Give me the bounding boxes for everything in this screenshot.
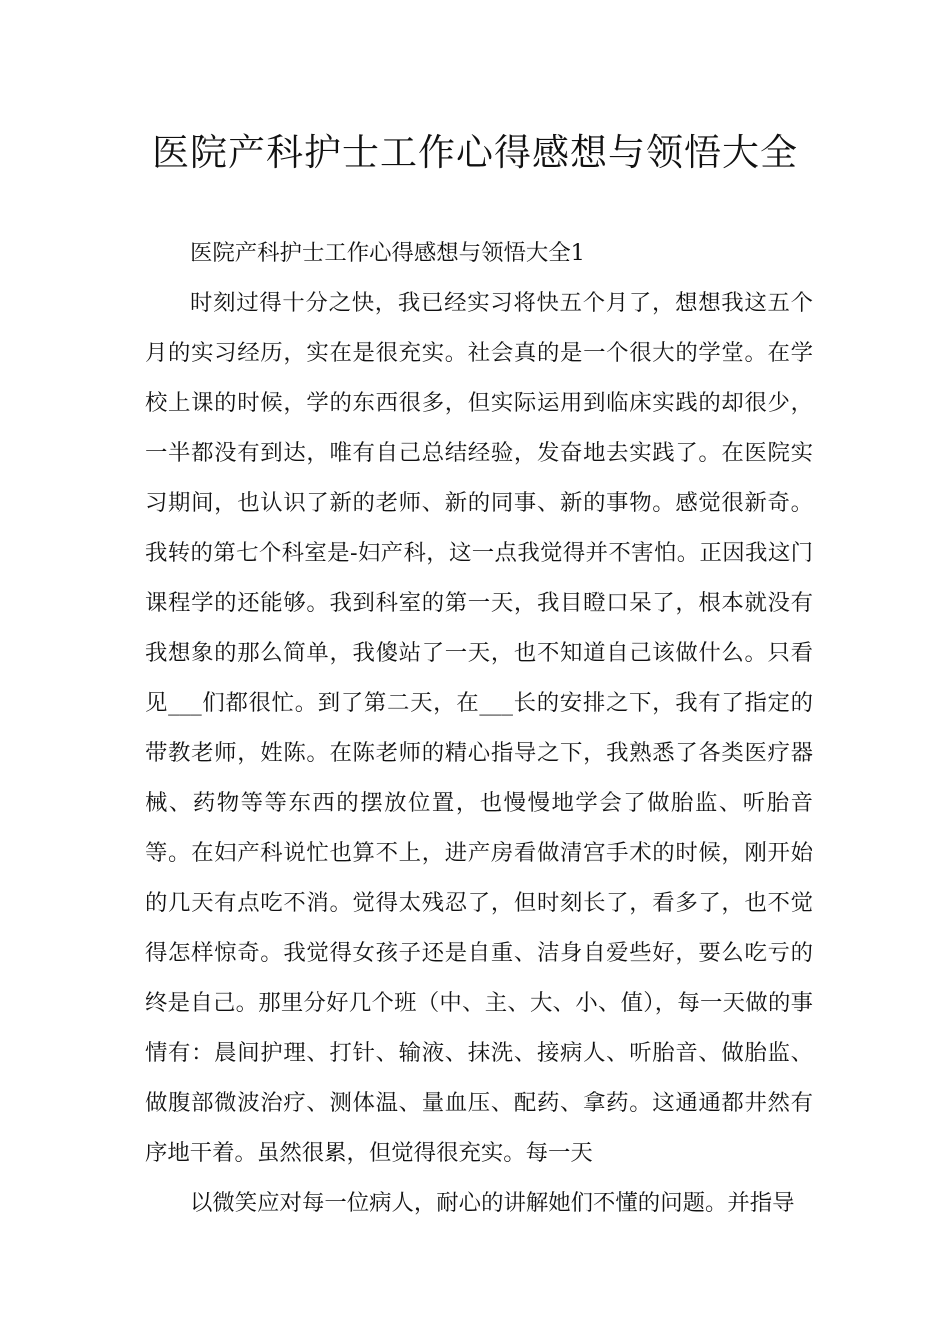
body-paragraph-2: 以微笑应对每一位病人，耐心的讲解她们不懂的问题。并指导	[190, 1190, 795, 1216]
body-paragraph-1: 时刻过得十分之快，我已经实习将快五个月了，想想我这五个月的实习经历，实在是很充实。社会真的是一个很大的学堂。在学校上课的时候，学的东西很多，但实际运用到临床实践的却很少，一半都没有到达，唯有自己总结经验，发奋地去实践了。在医院实习期间，也认识了新的老师、新的同事、新的事物。感觉很新奇。我转的第七个科室是-妇产科，这一点我觉得并不害怕。正因我这门课程学的还能够。我到科室的第一天，我目瞪口呆了，根本就没有我想象的那么简单，我傻站了一天，也不知道自己该做什么。只看见___们都很忙。到了第二天，在___长的安排之下，我有了指定的带教老师，姓陈。在陈老师的精心指导之下，我熟悉了各类医疗器械、药物等等东西的摆放位置，也慢慢地学会了做胎监、听胎音等。在妇产科说忙也算不上，进产房看做清宫手术的时候，刚开始的几天有点吃不消。觉得太残忍了，但时刻长了，看多了，也不觉得怎样惊奇。我觉得女孩子还是自重、洁身自爱些好，要么吃亏的终是自己。那里分好几个班（中、主、大、小、值），每一天做的事情有：晨间护理、打针、输液、抹洗、接病人、听胎音、做胎监、做腹部微波治疗、测体温、量血压、配药、拿药。这通通都井然有序地干着。虽然很累，但觉得很充实。每一天	[145, 290, 813, 1166]
document-title: 医院产科护士工作心得感想与领悟大全	[152, 131, 798, 174]
document-body	[145, 228, 813, 1228]
section-heading: 医院产科护士工作心得感想与领悟大全1	[190, 240, 585, 266]
